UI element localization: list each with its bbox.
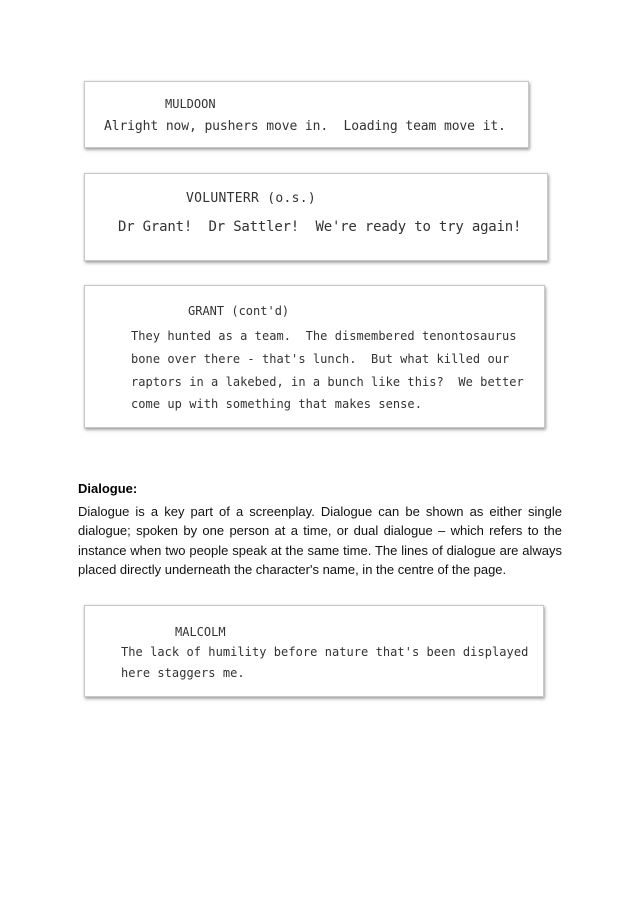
screenplay-excerpt-volunteer xyxy=(84,173,548,261)
dialogue-line: They hunted as a team. The dismembered tenontosaurus xyxy=(131,329,517,343)
character-name: MALCOLM xyxy=(175,625,226,639)
dialogue-line: bone over there - that's lunch. But what killed our xyxy=(131,352,510,366)
dialogue-line: The lack of humility before nature that's been displayed xyxy=(121,645,529,659)
dialogue-line: raptors in a lakebed, in a bunch like this? We better xyxy=(131,375,524,389)
screenplay-excerpt-muldoon xyxy=(84,81,529,148)
character-name: VOLUNTERR (o.s.) xyxy=(186,191,317,206)
screenplay-excerpt-malcolm xyxy=(84,605,544,697)
dialogue-line: come up with something that makes sense. xyxy=(131,397,422,411)
character-name: GRANT (cont'd) xyxy=(188,304,290,318)
section-heading: Dialogue: xyxy=(78,481,138,496)
dialogue-line: Alright now, pushers move in. Loading team move it. xyxy=(104,119,506,134)
section-paragraph: Dialogue is a key part of a screenplay. Dialogue can be shown as either single dialogue; spoken by one person at a time, or dual dialogue – which refers to the instance when two people speak at the same time. The lines of dialogue are always placed directly underneath the character's name, in the centre of the page. xyxy=(78,504,562,577)
screenplay-excerpt-grant xyxy=(84,285,545,428)
dialogue-line: Dr Grant! Dr Sattler! We're ready to try again! xyxy=(118,219,522,235)
character-name: MULDOON xyxy=(165,97,216,111)
dialogue-line: here staggers me. xyxy=(121,666,245,680)
